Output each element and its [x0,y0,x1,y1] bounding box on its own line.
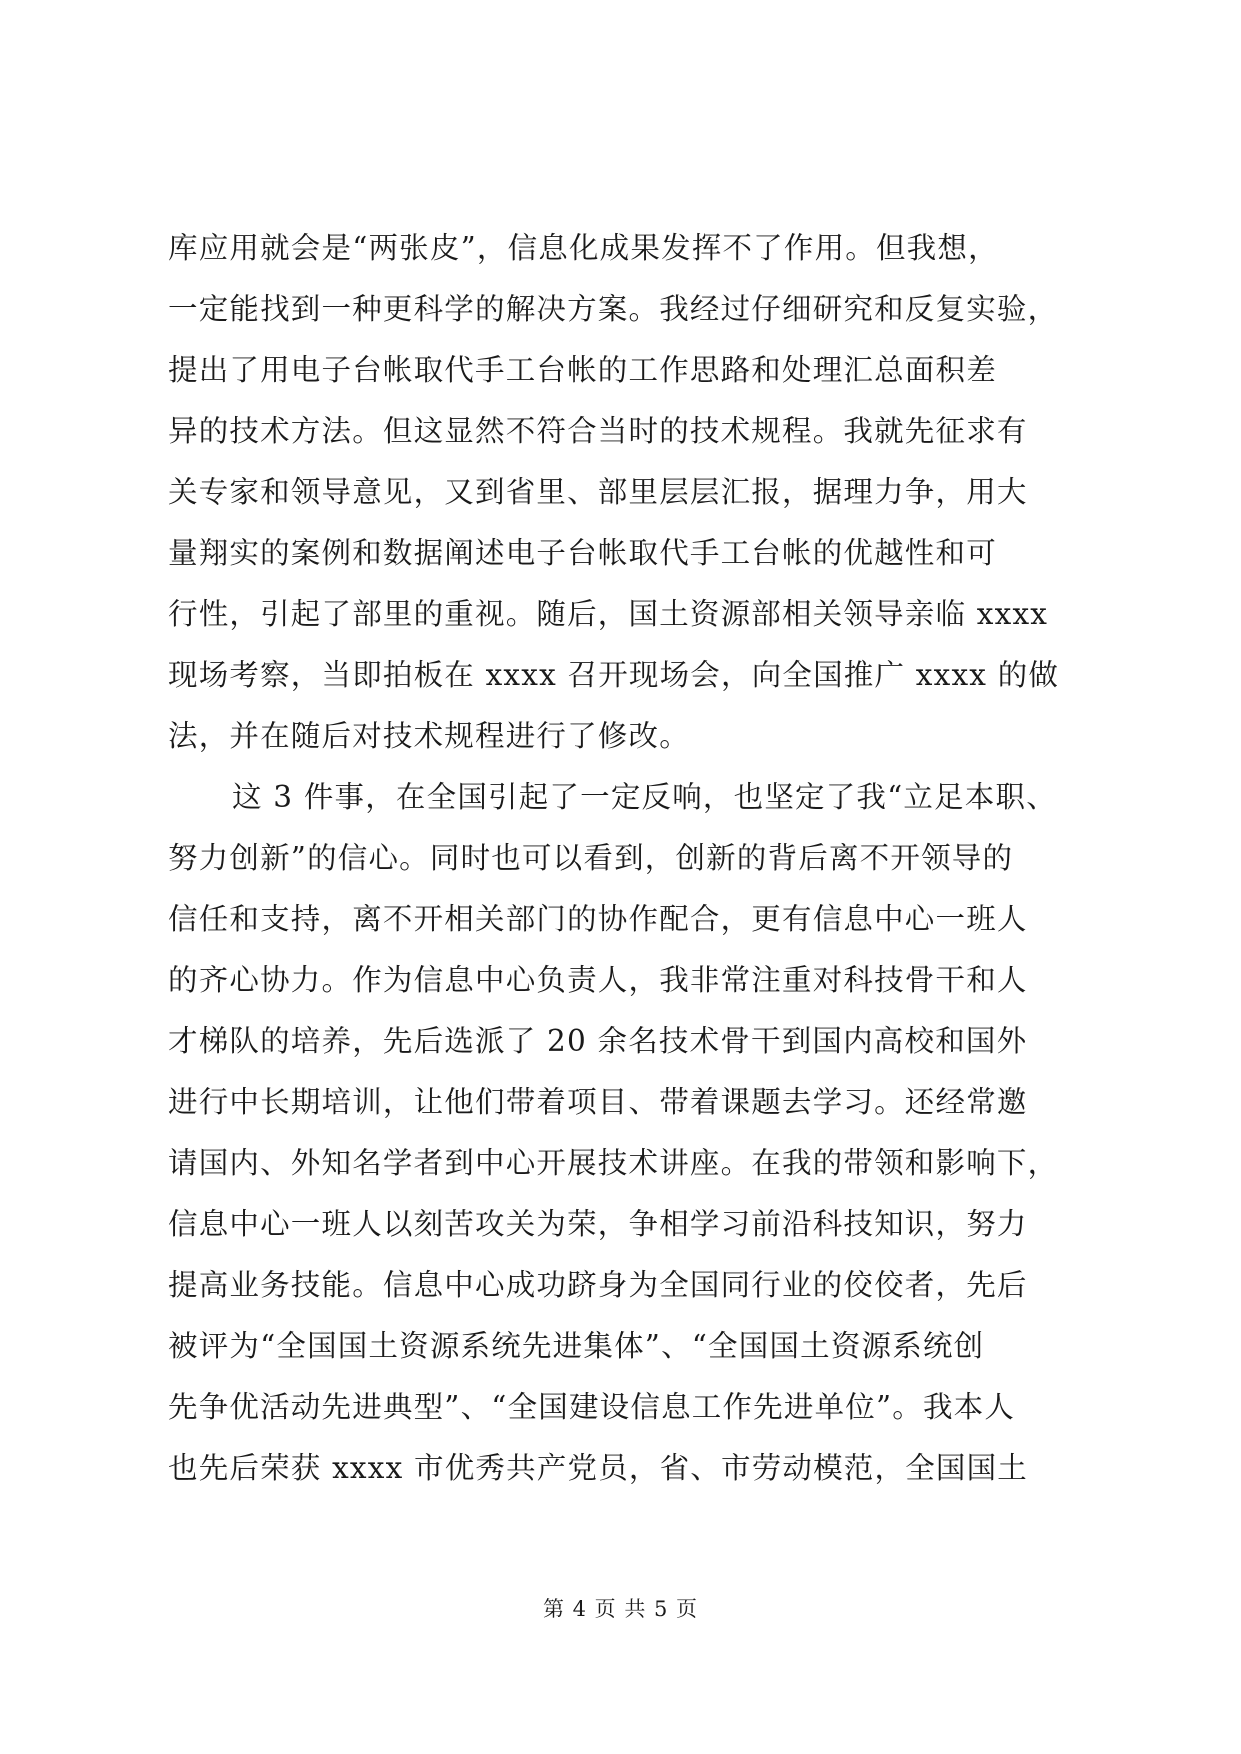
text-line: 才梯队的培养，先后选派了 20 余名技术骨干到国内高校和国外 [168,1024,1028,1058]
text-line: 提高业务技能。信息中心成功跻身为全国同行业的佼佼者，先后 [168,1268,1028,1302]
text-line: 进行中长期培训，让他们带着项目、带着课题去学习。还经常邀 [168,1085,1028,1119]
text-line: 也先后荣获 xxxx 市优秀共产党员，省、市劳动模范，全国国土 [168,1451,1029,1485]
text-line: 关专家和领导意见，又到省里、部里层层汇报，据理力争，用大 [168,475,1028,509]
paragraph-start-line: 这 3 件事，在全国引起了一定反响，也坚定了我“立足本职、 [232,780,1057,814]
text-line: 法，并在随后对技术规程进行了修改。 [168,719,690,753]
text-line: 的齐心协力。作为信息中心负责人，我非常注重对科技骨干和人 [168,963,1028,997]
text-line: 一定能找到一种更科学的解决方案。我经过仔细研究和反复实验， [168,292,1059,326]
text-line: 量翔实的案例和数据阐述电子台帐取代手工台帐的优越性和可 [168,536,997,570]
text-line: 信任和支持，离不开相关部门的协作配合，更有信息中心一班人 [168,902,1028,936]
text-line: 现场考察，当即拍板在 xxxx 召开现场会，向全国推广 xxxx 的做 [168,658,1060,692]
body-text [168,218,1128,1499]
text-line: 请国内、外知名学者到中心开展技术讲座。在我的带领和影响下， [168,1146,1059,1180]
page-number-footer: 第 4 页 共 5 页 [542,1597,699,1621]
text-line: 异的技术方法。但这显然不符合当时的技术规程。我就先征求有 [168,414,1028,448]
text-line: 先争优活动先进典型”、“全国建设信息工作先进单位”。我本人 [168,1390,1016,1424]
text-line: 信息中心一班人以刻苦攻关为荣，争相学习前沿科技知识，努力 [168,1207,1028,1241]
text-line: 库应用就会是“两张皮”，信息化成果发挥不了作用。但我想， [168,231,999,265]
text-line: 提出了用电子台帐取代手工台帐的工作思路和处理汇总面积差 [168,353,997,387]
text-line: 行性，引起了部里的重视。随后，国土资源部相关领导亲临 xxxx [168,597,1049,631]
text-line: 努力创新”的信心。同时也可以看到，创新的背后离不开领导的 [168,841,1014,875]
text-line: 被评为“全国国土资源系统先进集体”、“全国国土资源系统创 [168,1329,985,1363]
